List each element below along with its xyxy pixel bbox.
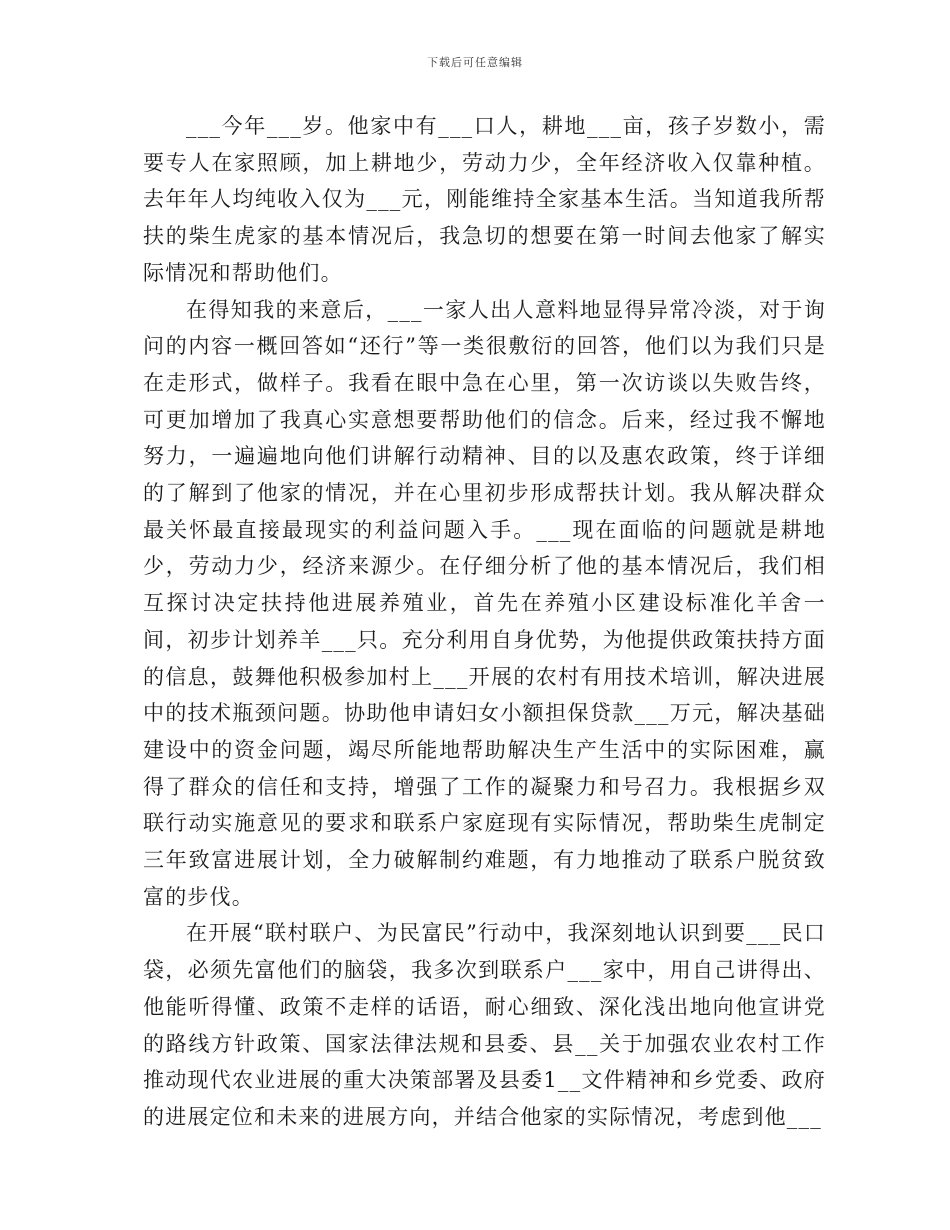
document-body bbox=[143, 108, 826, 1136]
page-header: 下载后可任意编辑 bbox=[427, 56, 523, 69]
paragraph-2: 在得知我的来意后，___一家人出人意料地显得异常冷淡，对于询问的内容一概回答如“还行”等一类很敷衍的回答，他们以为我们只是在走形式，做样子。我看在眼中急在心里，第一次访谈以失败告终，可更加增加了我真心实意想要帮助他们的信念。后来，经过我不懈地努力，一遍遍地向他们讲解行动精神、目的以及惠农政策，终于详细的了解到了他家的情况，并在心里初步形成帮扶计划。我从解决群众最关怀最直接最现实的利益问题入手。___现在面临的问题就是耕地少，劳动力少，经济来源少。在仔细分析了他的基本情况后，我们相互探讨决定扶持他进展养殖业，首先在养殖小区建设标准化羊舍一间，初步计划养羊___只。充分利用自身优势，为他提供政策扶持方面的信息，鼓舞他积极参加村上___开展的农村有用技术培训，解决进展中的技术瓶颈问题。协助他申请妇女小额担保贷款___万元，解决基础建设中的资金问题，竭尽所能地帮助解决生产生活中的实际困难，赢得了群众的信任和支持，增强了工作的凝聚力和号召力。我根据乡双联行动实施意见的要求和联系户家庭现有实际情况，帮助柴生虎制定三年致富进展计划，全力破解制约难题，有力地推动了联系户脱贫致富的步伐。 bbox=[143, 297, 826, 909]
paragraph-3: 在开展“联村联户、为民富民”行动中，我深刻地认识到要___民口袋，必须先富他们的脑袋，我多次到联系户___家中，用自己讲得出、他能听得懂、政策不走样的话语，耐心细致、深化浅出地向他宣讲党的路线方针政策、国家法律法规和县委、县__关于加强农业农村工作推动现代农业进展的重大决策部署及县委1__文件精神和乡党委、政府的进展定位和未来的进展方向，并结合他家的实际情况，考虑到他___ bbox=[143, 921, 826, 1129]
paragraph-1: ___今年___岁。他家中有___口人，耕地___亩，孩子岁数小，需要专人在家照顾，加上耕地少，劳动力少，全年经济收入仅靠种植。去年年人均纯收入仅为___元，刚能维持全家基本生活。当知道我所帮扶的柴生虎家的基本情况后，我急切的想要在第一时间去他家了解实际情况和帮助他们。 bbox=[143, 114, 826, 285]
